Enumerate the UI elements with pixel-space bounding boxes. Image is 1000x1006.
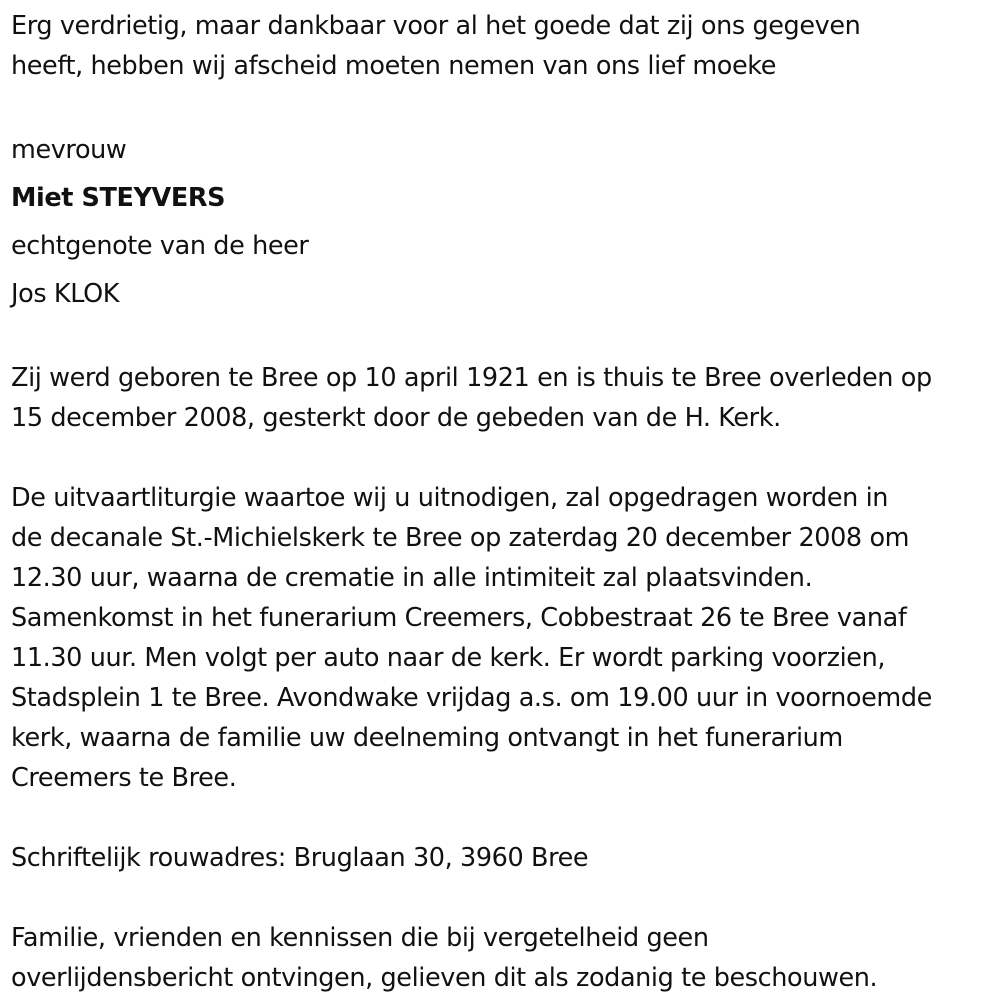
intro-line: heeft, hebben wij afscheid moeten nemen van ons lief moeke bbox=[11, 51, 777, 81]
intro-paragraph bbox=[11, 6, 996, 86]
intro-line: Erg verdrietig, maar dankbaar voor al het goede dat zij ons gegeven bbox=[11, 11, 861, 41]
birth-death-line: Zij werd geboren te Bree op 10 april 1921 en is thuis te Bree overleden op bbox=[11, 363, 932, 393]
person-block bbox=[11, 126, 996, 318]
funeral-line: Creemers te Bree. bbox=[11, 763, 237, 793]
funeral-line: de decanale St.-Michielskerk te Bree op zaterdag 20 december 2008 om bbox=[11, 523, 910, 553]
funeral-line: kerk, waarna de familie uw deelneming ontvangt in het funerarium bbox=[11, 723, 843, 753]
birth-death-line: 15 december 2008, gesterkt door de gebeden van de H. Kerk. bbox=[11, 403, 781, 433]
death-notice bbox=[11, 6, 996, 998]
paragraph-gap bbox=[11, 318, 996, 358]
paragraph-gap bbox=[11, 878, 996, 918]
deceased-name: Miet STEYVERS bbox=[11, 183, 226, 213]
salutation: mevrouw bbox=[11, 135, 127, 165]
paragraph-gap bbox=[11, 438, 996, 478]
funeral-line: De uitvaartliturgie waartoe wij u uitnodigen, zal opgedragen worden in bbox=[11, 483, 889, 513]
birth-death-paragraph bbox=[11, 358, 996, 438]
paragraph-gap bbox=[11, 798, 996, 838]
mourning-address: Schriftelijk rouwadres: Bruglaan 30, 3960 Bree bbox=[11, 843, 589, 873]
closing-paragraph bbox=[11, 918, 996, 998]
funeral-line: 12.30 uur, waarna de crematie in alle intimiteit zal plaatsvinden. bbox=[11, 563, 813, 593]
funeral-paragraph bbox=[11, 478, 996, 798]
closing-line: Familie, vrienden en kennissen die bij vergetelheid geen bbox=[11, 923, 709, 953]
address-paragraph bbox=[11, 838, 996, 878]
spouse-name: Jos KLOK bbox=[11, 279, 120, 309]
funeral-line: Samenkomst in het funerarium Creemers, Cobbestraat 26 te Bree vanaf bbox=[11, 603, 907, 633]
paragraph-gap bbox=[11, 86, 996, 126]
funeral-line: 11.30 uur. Men volgt per auto naar de kerk. Er wordt parking voorzien, bbox=[11, 643, 886, 673]
closing-line: overlijdensbericht ontvingen, gelieven dit als zodanig te beschouwen. bbox=[11, 963, 878, 993]
relation-text: echtgenote van de heer bbox=[11, 231, 309, 261]
funeral-line: Stadsplein 1 te Bree. Avondwake vrijdag a.s. om 19.00 uur in voornoemde bbox=[11, 683, 932, 713]
